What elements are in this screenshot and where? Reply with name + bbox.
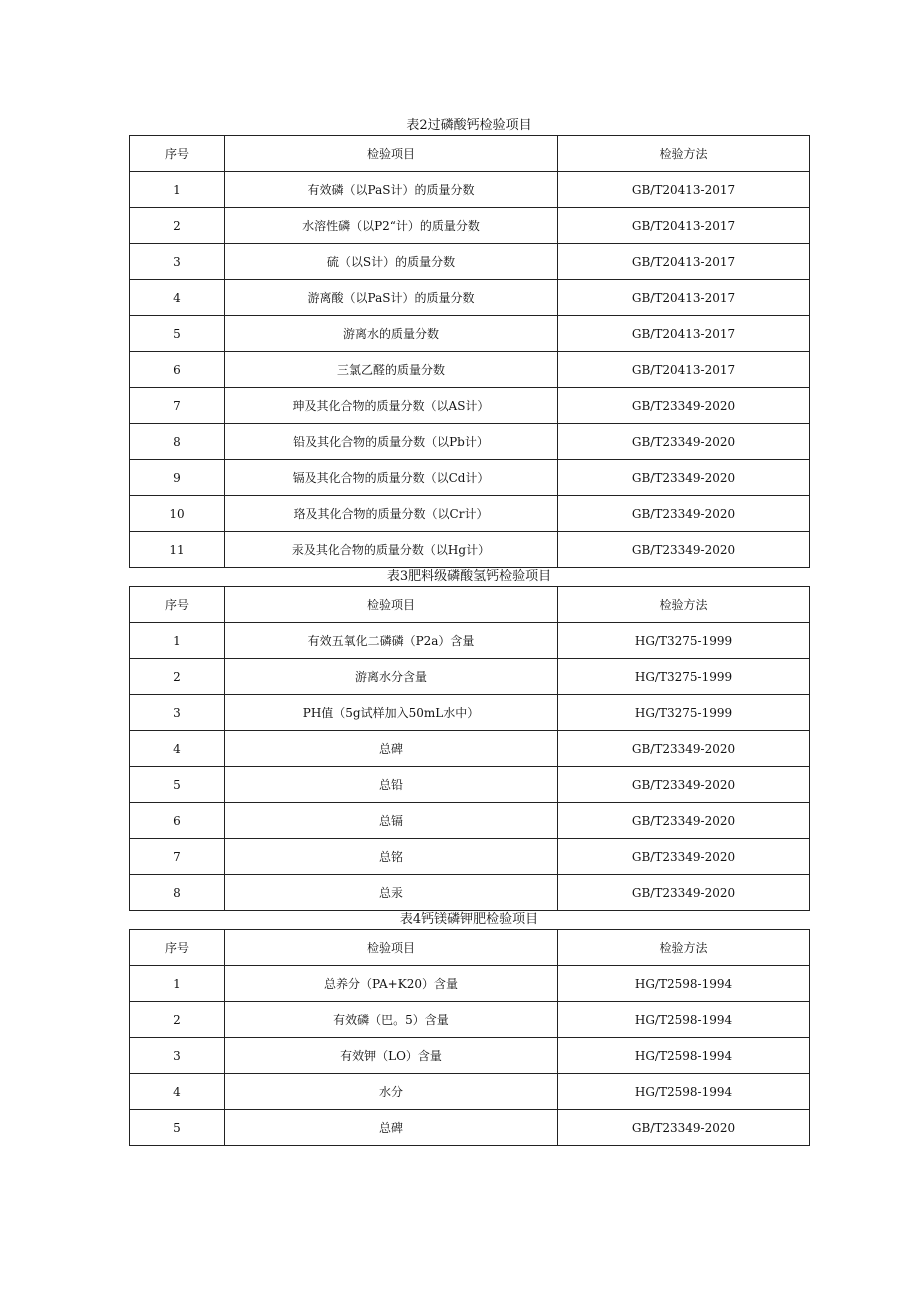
cell-method: GB/T23349-2020	[558, 388, 810, 424]
cell-method: GB/T23349-2020	[558, 803, 810, 839]
table-caption: 表2过磷酸钙检验项目	[406, 118, 532, 133]
header-index: 序号	[130, 930, 225, 966]
cell-index: 5	[130, 767, 225, 803]
table-row	[130, 424, 810, 460]
cell-method: GB/T23349-2020	[558, 532, 810, 568]
cell-method: GB/T23349-2020	[558, 875, 810, 911]
table-header-row	[130, 587, 810, 623]
cell-method: HG/T3275-1999	[558, 659, 810, 695]
cell-item: PH值（5g试样加入50mL水中）	[225, 695, 558, 731]
table-row	[130, 875, 810, 911]
cell-index: 1	[130, 172, 225, 208]
cell-item: 总铅	[225, 767, 558, 803]
table-caption: 表3肥料级磷酸氢钙检验项目	[386, 569, 552, 584]
table-body	[130, 172, 810, 568]
cell-index: 6	[130, 352, 225, 388]
table-row	[130, 280, 810, 316]
cell-method: HG/T2598-1994	[558, 1074, 810, 1110]
cell-method: GB/T23349-2020	[558, 460, 810, 496]
header-index: 序号	[130, 587, 225, 623]
table-row	[130, 803, 810, 839]
cell-index: 4	[130, 1074, 225, 1110]
cell-index: 2	[130, 1002, 225, 1038]
cell-item: 铅及其化合物的质量分数（以Pb计）	[225, 424, 558, 460]
cell-method: GB/T23349-2020	[558, 731, 810, 767]
header-method: 检验方法	[558, 930, 810, 966]
cell-index: 8	[130, 875, 225, 911]
table-row	[130, 172, 810, 208]
table-row	[130, 767, 810, 803]
cell-item: 有效磷（以PaS计）的质量分数	[225, 172, 558, 208]
cell-item: 总汞	[225, 875, 558, 911]
cell-item: 镉及其化合物的质量分数（以Cd计）	[225, 460, 558, 496]
cell-item: 总碑	[225, 1110, 558, 1146]
inspection-table-4	[129, 929, 810, 1146]
table-row	[130, 839, 810, 875]
cell-item: 三氯乙醛的质量分数	[225, 352, 558, 388]
cell-index: 8	[130, 424, 225, 460]
header-item: 检验项目	[225, 136, 558, 172]
cell-index: 5	[130, 1110, 225, 1146]
cell-item: 总养分（PA+K20）含量	[225, 966, 558, 1002]
header-item: 检验项目	[225, 587, 558, 623]
cell-method: HG/T2598-1994	[558, 1002, 810, 1038]
document-page	[129, 117, 809, 1146]
table-row	[130, 532, 810, 568]
cell-index: 1	[130, 623, 225, 659]
cell-method: GB/T20413-2017	[558, 244, 810, 280]
cell-index: 3	[130, 1038, 225, 1074]
table-row	[130, 623, 810, 659]
cell-item: 水分	[225, 1074, 558, 1110]
cell-index: 3	[130, 695, 225, 731]
table-row	[130, 966, 810, 1002]
table-body	[130, 966, 810, 1146]
table-row	[130, 731, 810, 767]
cell-index: 11	[130, 532, 225, 568]
cell-item: 珞及其化合物的质量分数（以Cr计）	[225, 496, 558, 532]
cell-method: HG/T3275-1999	[558, 695, 810, 731]
cell-index: 6	[130, 803, 225, 839]
cell-item: 总碑	[225, 731, 558, 767]
table-row	[130, 208, 810, 244]
table-row	[130, 1038, 810, 1074]
header-method: 检验方法	[558, 587, 810, 623]
cell-item: 珅及其化合物的质量分数（以AS计）	[225, 388, 558, 424]
cell-index: 4	[130, 280, 225, 316]
cell-method: HG/T2598-1994	[558, 966, 810, 1002]
cell-item: 硫（以S计）的质量分数	[225, 244, 558, 280]
table-row	[130, 659, 810, 695]
table-row	[130, 316, 810, 352]
cell-method: GB/T20413-2017	[558, 352, 810, 388]
cell-method: GB/T23349-2020	[558, 496, 810, 532]
table-body	[130, 623, 810, 911]
cell-item: 汞及其化合物的质量分数（以Hg计）	[225, 532, 558, 568]
cell-item: 游离水分含量	[225, 659, 558, 695]
table-caption: 表4钙镁磷钾肥检验项目	[399, 912, 539, 927]
cell-index: 2	[130, 659, 225, 695]
cell-method: GB/T20413-2017	[558, 280, 810, 316]
table-header-row	[130, 136, 810, 172]
table-row	[130, 1074, 810, 1110]
table-header-row	[130, 930, 810, 966]
table-row	[130, 1110, 810, 1146]
table-row	[130, 695, 810, 731]
cell-method: GB/T23349-2020	[558, 424, 810, 460]
cell-item: 游离水的质量分数	[225, 316, 558, 352]
table-row	[130, 352, 810, 388]
cell-item: 游离酸（以PaS计）的质量分数	[225, 280, 558, 316]
cell-item: 总铭	[225, 839, 558, 875]
cell-item: 总镉	[225, 803, 558, 839]
inspection-table-3	[129, 586, 810, 911]
cell-method: HG/T2598-1994	[558, 1038, 810, 1074]
header-method: 检验方法	[558, 136, 810, 172]
header-index: 序号	[130, 136, 225, 172]
table-row	[130, 1002, 810, 1038]
cell-index: 1	[130, 966, 225, 1002]
cell-item: 有效五氧化二磷磷（P2a）含量	[225, 623, 558, 659]
cell-method: GB/T20413-2017	[558, 172, 810, 208]
cell-method: HG/T3275-1999	[558, 623, 810, 659]
header-item: 检验项目	[225, 930, 558, 966]
cell-item: 有效钾（LO）含量	[225, 1038, 558, 1074]
cell-method: GB/T20413-2017	[558, 208, 810, 244]
cell-item: 水溶性磷（以P2“计）的质量分数	[225, 208, 558, 244]
cell-method: GB/T23349-2020	[558, 1110, 810, 1146]
cell-method: GB/T23349-2020	[558, 767, 810, 803]
cell-index: 5	[130, 316, 225, 352]
table-row	[130, 496, 810, 532]
cell-index: 7	[130, 839, 225, 875]
cell-method: GB/T20413-2017	[558, 316, 810, 352]
inspection-table-2	[129, 135, 810, 568]
cell-index: 10	[130, 496, 225, 532]
cell-item: 有效磷（巴。5）含量	[225, 1002, 558, 1038]
table-row	[130, 244, 810, 280]
cell-index: 4	[130, 731, 225, 767]
cell-index: 7	[130, 388, 225, 424]
cell-method: GB/T23349-2020	[558, 839, 810, 875]
table-row	[130, 460, 810, 496]
table-row	[130, 388, 810, 424]
cell-index: 3	[130, 244, 225, 280]
cell-index: 9	[130, 460, 225, 496]
cell-index: 2	[130, 208, 225, 244]
